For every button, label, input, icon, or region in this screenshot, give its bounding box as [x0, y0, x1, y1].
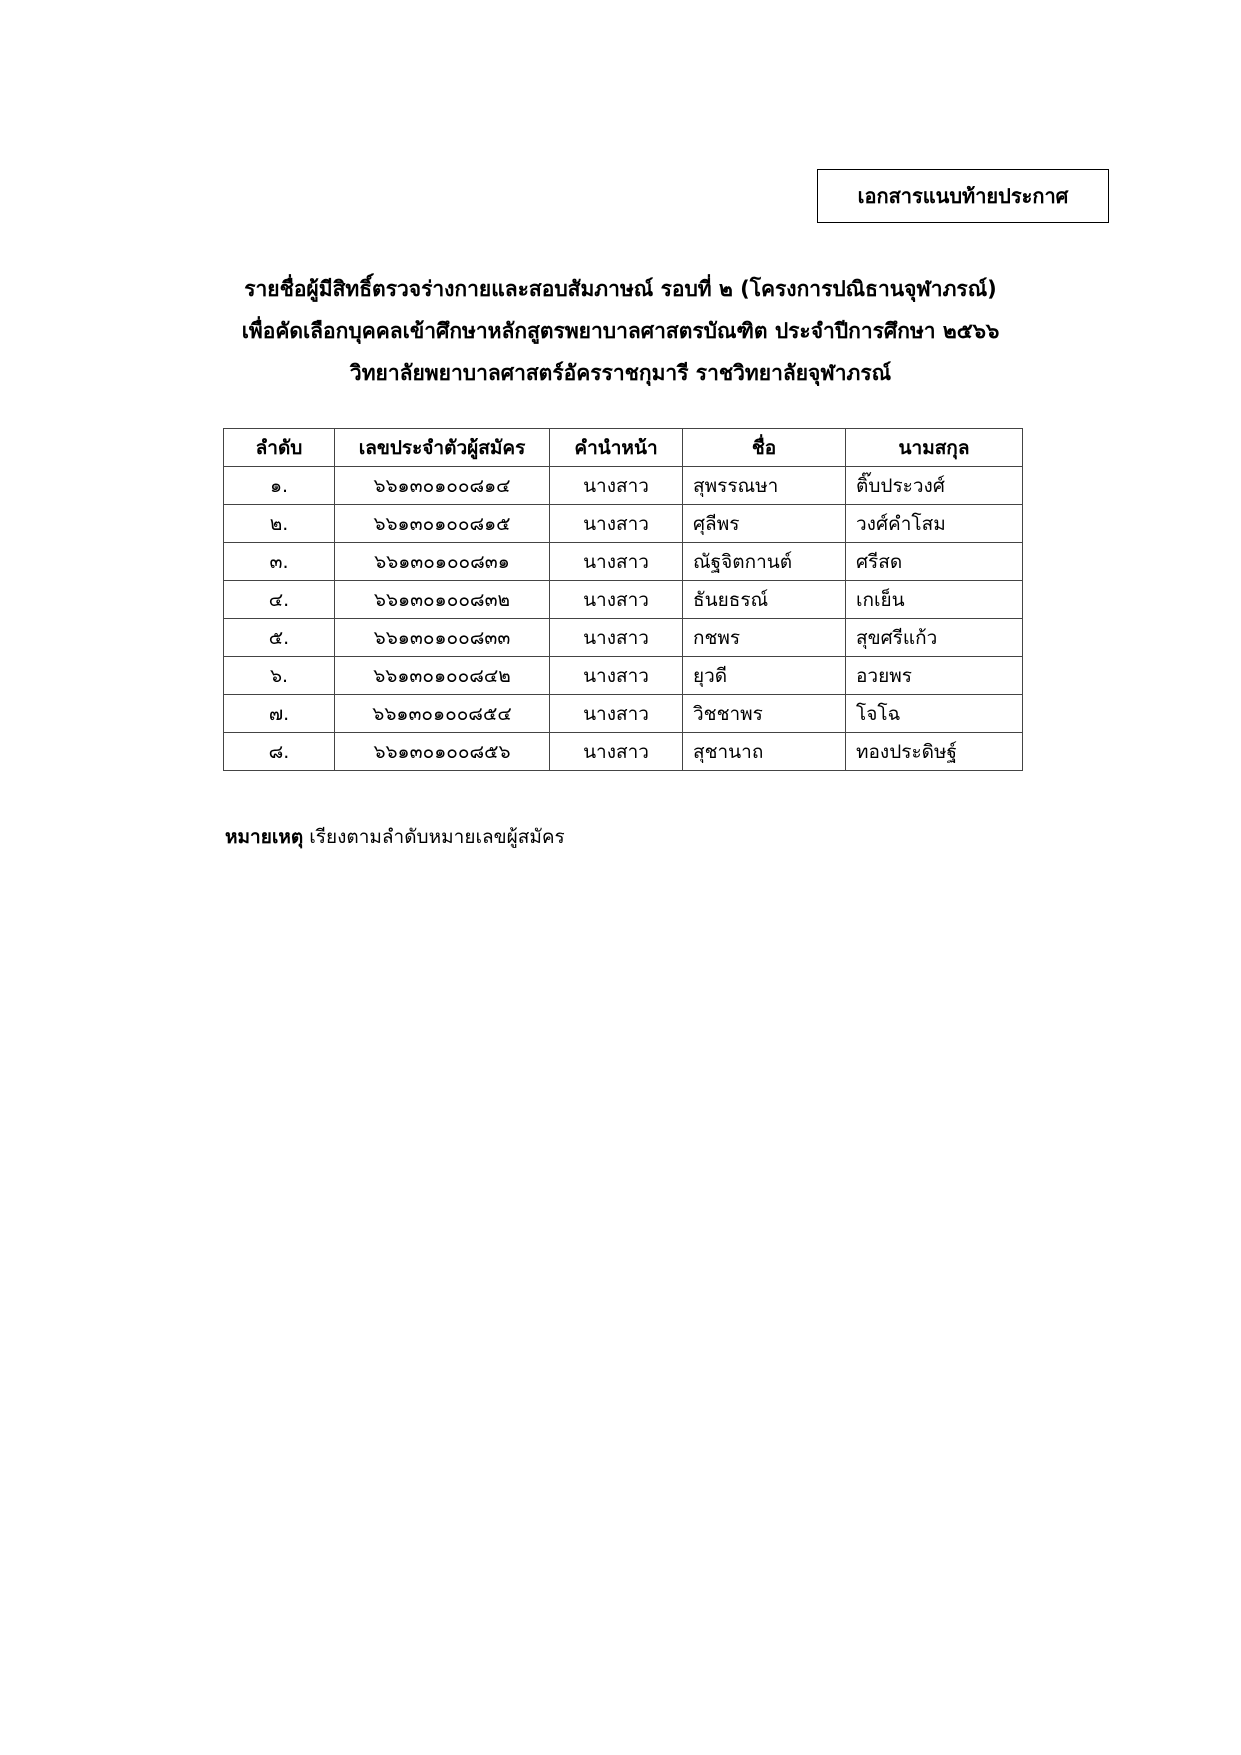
table-header-row	[224, 429, 1023, 467]
col-header-prefix: คำนำหน้า	[550, 429, 683, 467]
cell-applicant-id: ๖๖๑๓๐๑๐๐๘๓๓	[335, 619, 550, 657]
cell-last-name: ทองประดิษฐ์	[846, 733, 1023, 771]
cell-prefix: นางสาว	[550, 581, 683, 619]
cell-order: ๗.	[224, 695, 335, 733]
document-title	[0, 268, 1241, 394]
cell-first-name: ณัฐจิตกานต์	[683, 543, 846, 581]
cell-order: ๕.	[224, 619, 335, 657]
table-row	[224, 619, 1023, 657]
cell-first-name: วิชชาพร	[683, 695, 846, 733]
cell-applicant-id: ๖๖๑๓๐๑๐๐๘๓๒	[335, 581, 550, 619]
table-row	[224, 543, 1023, 581]
cell-prefix: นางสาว	[550, 543, 683, 581]
cell-prefix: นางสาว	[550, 695, 683, 733]
cell-order: ๘.	[224, 733, 335, 771]
cell-first-name: ธันยธรณ์	[683, 581, 846, 619]
cell-applicant-id: ๖๖๑๓๐๑๐๐๘๕๖	[335, 733, 550, 771]
table-row	[224, 467, 1023, 505]
cell-prefix: นางสาว	[550, 657, 683, 695]
cell-last-name: โจโฉ	[846, 695, 1023, 733]
cell-first-name: สุชานาถ	[683, 733, 846, 771]
cell-last-name: ศรีสด	[846, 543, 1023, 581]
cell-prefix: นางสาว	[550, 733, 683, 771]
footnote-text: เรียงตามลำดับหมายเลขผู้สมัคร	[309, 826, 565, 848]
title-line-2: เพื่อคัดเลือกบุคคลเข้าศึกษาหลักสูตรพยาบาลศาสตรบัณฑิต ประจำปีการศึกษา ๒๕๖๖	[241, 319, 1000, 343]
title-line-3: วิทยาลัยพยาบาลศาสตร์อัครราชกุมารี ราชวิทยาลัยจุฬาภรณ์	[349, 361, 892, 385]
cell-prefix: นางสาว	[550, 619, 683, 657]
cell-prefix: นางสาว	[550, 505, 683, 543]
col-header-last-name: นามสกุล	[846, 429, 1023, 467]
table-row	[224, 695, 1023, 733]
table-row	[224, 581, 1023, 619]
table-row	[224, 733, 1023, 771]
cell-last-name: เกเย็น	[846, 581, 1023, 619]
cell-first-name: ศุลีพร	[683, 505, 846, 543]
cell-prefix: นางสาว	[550, 467, 683, 505]
cell-applicant-id: ๖๖๑๓๐๑๐๐๘๕๔	[335, 695, 550, 733]
cell-order: ๒.	[224, 505, 335, 543]
footnote	[225, 822, 565, 852]
cell-last-name: สุขศรีแก้ว	[846, 619, 1023, 657]
cell-first-name: สุพรรณษา	[683, 467, 846, 505]
attachment-label-box	[817, 169, 1109, 223]
cell-first-name: ยุวดี	[683, 657, 846, 695]
cell-order: ๓.	[224, 543, 335, 581]
cell-applicant-id: ๖๖๑๓๐๑๐๐๘๓๑	[335, 543, 550, 581]
footnote-label: หมายเหตุ	[225, 826, 304, 848]
candidate-table	[223, 428, 1023, 771]
cell-applicant-id: ๖๖๑๓๐๑๐๐๘๑๕	[335, 505, 550, 543]
cell-applicant-id: ๖๖๑๓๐๑๐๐๘๔๒	[335, 657, 550, 695]
cell-last-name: วงศ์คำโสม	[846, 505, 1023, 543]
cell-last-name: ติ๊บประวงศ์	[846, 467, 1023, 505]
cell-order: ๖.	[224, 657, 335, 695]
col-header-order: ลำดับ	[224, 429, 335, 467]
cell-order: ๔.	[224, 581, 335, 619]
cell-applicant-id: ๖๖๑๓๐๑๐๐๘๑๔	[335, 467, 550, 505]
table-row	[224, 505, 1023, 543]
table-row	[224, 657, 1023, 695]
attachment-label: เอกสารแนบท้ายประกาศ	[857, 184, 1069, 208]
cell-first-name: กชพร	[683, 619, 846, 657]
cell-last-name: อวยพร	[846, 657, 1023, 695]
cell-order: ๑.	[224, 467, 335, 505]
col-header-first-name: ชื่อ	[683, 429, 846, 467]
col-header-applicant-id: เลขประจำตัวผู้สมัคร	[335, 429, 550, 467]
title-line-1: รายชื่อผู้มีสิทธิ์ตรวจร่างกายและสอบสัมภาษณ์ รอบที่ ๒ (โครงการปณิธานจุฬาภรณ์)	[244, 277, 997, 301]
